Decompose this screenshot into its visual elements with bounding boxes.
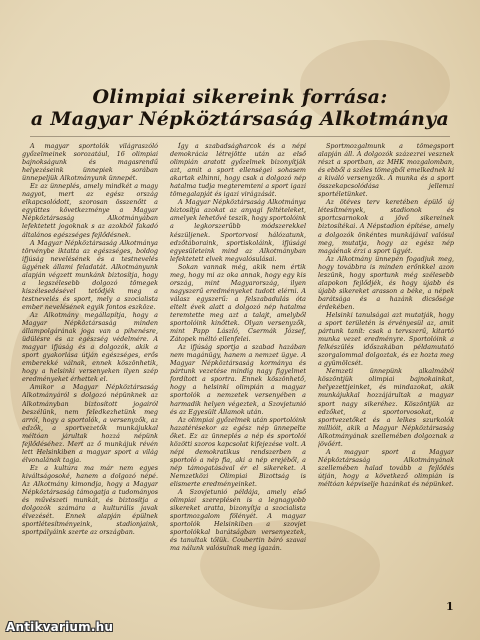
paragraph: Nemzeti ünnepünk alkalmából köszöntjük olimpiai bajnokainkat, helyezettjeinket, és mindazokat, akik munkájukkal hozzájárultak a magyar sport nagy sikeréhez. Köszöntjük az edzőket, a sportorvosokat, a sportvezetőket és a lelkes szurkolók millióit, akik a Magyar Népköztársaság Alkotmányának szellemében dolgoznak a jövőért. [318,367,454,448]
paragraph: Sportmozgalmunk a tömegsport alapján áll. A dolgozók százezrei vesznek részt a sportban, az MHK mozgalomban, és ebből a széles tömegből emelkednek ki a kiváló versenyzők. A munka és a sport összekapcsolódása jellemzi sportéletünket. [318,142,454,199]
paragraph: Helsinki tanulságai azt mutatják, hogy a sport területén is érvényesül az, amit pártunk tanít: csak a tervszerű, kitartó munka vezet eredményre. Sportolóink a felkészülés időszakában példamutató szorgalommal dolgoztak, és ez hozta meg a gyümölcsét. [318,310,454,368]
watermark-text: Antikvarium.hu [6,620,114,634]
paragraph: A Szovjetunió példája, amely első olimpiai szereplésén is a legnagyobb sikereket aratta, bizonyítja a szocialista sportmozgalom fölényét. A magyar sportolók Helsinkiben a szovjet sportolókkal barátságban versenyeztek, és tanultak tőlük. Coubertin báró szavai ma nálunk valósulnak meg igazán. [170,488,306,553]
article-title-line2: a Magyar Népköztársaság Alkotmánya [30,108,450,130]
paragraph: A magyar sportolók világraszóló győzelmeinek sorozatául, 16 olimpiai bajnokságunk és magasrendű helyezéseink ünnepiek sorában ünnepeljük Alkotmányunk ünnepét. [22,142,158,183]
paragraph: Amikor a Magyar Népköztársaság Alkotmányáról s dolgozó népünknek az Alkotmányban biztosított jogairól beszélünk, nem feledkezhetünk meg arról, hogy a sportolók, a versenyzők, az edzők, a sportvezetők munkájukkal méltóan járultak hozzá népünk fejlődéséhez. Mert az ő munkájuk révén lett Helsinkiben a magyar sport a világ élvonalának tagja. [22,383,158,464]
article-column-3 [318,142,454,612]
paragraph: Az Alkotmány megállapítja, hogy a Magyar Népköztársaság minden állampolgárának joga van a pihenésre, üdülésre és az egészség védelmére. A magyar ifjúság és a dolgozók, akik a sport gyakorlása útján egészséges, erős emberekké válnak, ennek köszönhetik, hogy a helsinki versenyeken ilyen szép eredményeket érhettek el. [22,310,158,384]
paragraph: Az Alkotmány ünnepén fogadjuk meg, hogy továbbra is minden erőnkkel azon leszünk, hogy sportunk még szélesebb alapokon fejlődjék, és hogy újabb és újabb sikereket arasson a béke, a népek barátsága és a hazánk dicsősége érdekében. [318,254,454,311]
page-number: 1 [446,600,454,613]
article-column-2 [170,142,306,612]
article-column-1 [22,142,158,612]
article-title-line1: Olimpiai sikereink forrása: [92,86,388,108]
paragraph: A Magyar Népköztársaság Alkotmánya biztosítja azokat az anyagi feltételeket, amelyek lehetővé teszik, hogy sportolóink a legkorszerűbb módszerekkel készüljenek. Sportorvosi hálózatunk, edzőtáboraink, sportiskoláink, ifjúsági egyesületeink mind az Alkotmányban lefektetett elvek megvalósulásai. [170,198,306,263]
paragraph: Az olimpiai győzelmek után sportolóink hazatérésekor az egész nép ünnepelte őket. Ez az ünneplés a nép és sportolói közötti szoros kapcsolat kifejezése volt. A népi demokratikus rendszerben a sportoló a nép fia, aki a nép erejéből, a nép támogatásával ér el sikereket. A Nemzetközi Olimpiai Bizottság is elismerte eredményeinket. [170,415,306,488]
paragraph: Sokan vannak még, akik nem értik meg, hogy mi az oka annak, hogy egy kis ország, mint Magyarország, ilyen nagyszerű eredményeket tudott elérni. A válasz egyszerű: a felszabadulás óta eltelt évek alatt a dolgozó nép hatalma teremtette meg azt a talajt, amelyből sportolóink kinőttek. Olyan versenyzők, mint Papp László, Csermák József, Zátopek méltó ellenfelei. [170,262,306,344]
paragraph: Ez az ünneplés, amely mindkét a magy nagyot, mert az egész ország elkapcsolódott, szorosan összenőtt a együttes következménye a Magyar Népköztársaság Alkotmányában lefektetett jogoknak s az azokból fakadó általános egészséges fejlődésnek. [22,182,158,239]
paragraph: Így a szabadságharcok és a népi demokrácia létrejötte után az első olimpián aratott győzelmek bizonyítják azt, amit a sport ellenségei sohasem akartak elhinni, hogy csak a dolgozó nép hatalma tudja megteremteni a sport igazi tömegalapját és igazi virágzását. [170,142,306,199]
paragraph: Az ifjúság sportja a szabad hazában nem magánügy, hanem a nemzet ügye. A Magyar Népköztársaság kormánya és pártunk vezetése mindig nagy figyelmet fordított a sportra. Ennek köszönhető, hogy a helsinki olimpián a magyar sportolók a nemzetek versenyében a harmadik helyen végeztek, a Szovjetunió és az Egyesült Államok után. [170,343,306,416]
paragraph: A magyar sport a Magyar Népköztársaság Alkotmányának szellemében halad tovább a fejlődés útján, hogy a következő olimpián is méltóan képviselje hazánkat és népünket. [318,447,454,488]
title-divider [30,136,450,137]
paragraph: Az ötéves terv keretében épülő új létesítmények, stadionok és sportcsarnokok a jövő sikereinek biztosítékai. A Népstadion építése, amely a dolgozók önkéntes munkájával valósul meg, mutatja, hogy az egész nép magáénak érzi a sport ügyét. [318,198,454,255]
paragraph: Ez a kultúra ma már nem egyes kiváltságosoké, hanem a dolgozó népé. Az Alkotmány kimondja, hogy a Magyar Népköztársaság támogatja a tudományos és művészeti munkát, és biztosítja a dolgozók számára a kulturális javak élvezését. Ennek alapján épülnek sportlétesítményeink, stadionjaink, sportpályáink szerte az országban. [22,463,158,537]
paragraph: A Magyar Népköztársaság Alkotmánya törvénybe iktatta az egészséges, boldog ifjúság nevelésének és a testnevelés ügyének állami feladatát. Alkotmányunk alapján végzett munkánk biztosítja, hogy a legszélesebb dolgozó tömegek kiszélesedésével tetődjék meg a testnevelés és sport, mely a szocialista ember nevelésének egyik fontos eszköze. [22,238,158,311]
